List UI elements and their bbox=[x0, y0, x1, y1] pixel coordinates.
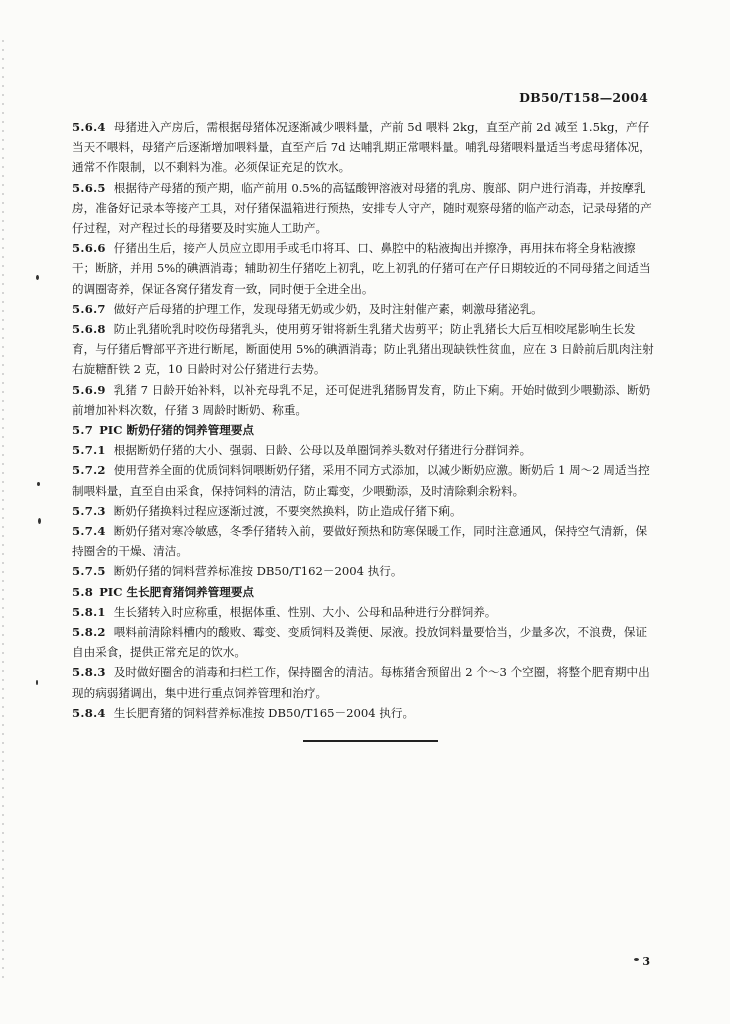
clause-text: 及时做好圈舍的消毒和扫栏工作，保持圈舍的清洁。每栋猪舍预留出 2 个～3 个空圈，将整个肥育期中出现的病弱猪调出，集中进行重点饲养管理和治疗。 bbox=[72, 665, 650, 700]
clause-text: 断奶仔猪对寒冷敏感，冬季仔猪转入前，要做好预热和防寒保暖工作，同时注意通风，保持空气清新，保持圈舍的干燥、清洁。 bbox=[72, 524, 648, 559]
document-body bbox=[72, 117, 656, 723]
paragraph-5-6-6 bbox=[72, 238, 656, 299]
clause-text: 做好产后母猪的护理工作，发现母猪无奶或少奶，及时注射催产素，刺激母猪泌乳。 bbox=[113, 301, 543, 316]
clause-number: 5.8.3 bbox=[72, 665, 106, 680]
paragraph-5-8-3 bbox=[72, 662, 656, 702]
paragraph-5-7-5 bbox=[72, 561, 656, 581]
clause-number: 5.7.4 bbox=[72, 524, 106, 539]
scan-speck bbox=[37, 482, 40, 486]
clause-text: 断奶仔猪的饲料营养标准按 DB50/T162－2004 执行。 bbox=[113, 564, 403, 579]
page-number: 3 bbox=[642, 955, 650, 968]
paragraph-5-7-3 bbox=[72, 501, 656, 521]
clause-text: 仔猪出生后，接产人员应立即用手或毛巾将耳、口、鼻腔中的粘液掏出并擦净，再用抹布将全身粘液擦干；断脐，并用 5%的碘酒消毒；辅助初生仔猪吃上初乳，吃上初乳的仔猪可在产仔日期较近的不同母猪之间适当的调圈寄养，保证各窝仔猪发育一致，同时便于全进全出。 bbox=[72, 241, 651, 296]
scan-speck bbox=[36, 680, 38, 685]
clause-number: 5.6.6 bbox=[72, 241, 106, 256]
paragraph-5-6-7 bbox=[72, 299, 656, 319]
paragraph-5-7-4 bbox=[72, 521, 656, 561]
paragraph-5-8-1 bbox=[72, 602, 656, 622]
scan-edge-noise bbox=[2, 40, 4, 980]
paragraph-5-6-4 bbox=[72, 117, 656, 178]
paragraph-5-6-9 bbox=[72, 380, 656, 420]
clause-text: 防止乳猪吮乳时咬伤母猪乳头，使用剪牙钳将新生乳猪犬齿剪平；防止乳猪长大后互相咬尾影响生长发育，与仔猪后臀部平齐进行断尾，断面使用 5%的碘酒消毒；防止乳猪出现缺铁性贫血，应在 3 日龄前后肌肉注射右旋糖酐铁 2 克，10 日龄时对公仔猪进行去势。 bbox=[72, 322, 654, 377]
clause-number: 5.6.4 bbox=[72, 120, 106, 134]
clause-number: 5.6.9 bbox=[72, 382, 106, 397]
scan-speck bbox=[36, 275, 39, 280]
clause-text: 断奶仔猪换料过程应逐渐过渡，不要突然换料，防止造成仔猪下痢。 bbox=[113, 503, 462, 518]
clause-text: 根据待产母猪的预产期，临产前用 0.5%的高锰酸钾溶液对母猪的乳房、腹部、阴户进行消毒，并按摩乳房，准备好记录本等接产工具，对仔猪保温箱进行预热，安排专人守产，随时观察母猪的临产动态，记录母猪的产仔过程，对产程过长的母猪要及时实施人工助产。 bbox=[72, 180, 652, 236]
clause-number: 5.7.2 bbox=[72, 463, 106, 478]
paragraph-5-8-4 bbox=[72, 703, 656, 723]
paragraph-5-6-5 bbox=[72, 178, 656, 239]
standard-code-header: DB50/T158—2004 bbox=[519, 90, 648, 105]
paragraph-5-7-1 bbox=[72, 440, 656, 460]
clause-number: 5.8.4 bbox=[72, 705, 106, 720]
paragraph-5-7-2 bbox=[72, 460, 656, 500]
clause-text: 使用营养全面的优质饲料饲喂断奶仔猪，采用不同方式添加，以减少断奶应激。断奶后 1 周～2 周适当控制喂料量，直至自由采食，保持饲料的清洁，防止霉变，少喂勤添，及时清除剩余粉料。 bbox=[72, 463, 650, 498]
clause-number: 5.8.1 bbox=[72, 604, 106, 619]
clause-number: 5.7.1 bbox=[72, 443, 106, 458]
clause-text: 根据断奶仔猪的大小、强弱、日龄、公母以及单圈饲养头数对仔猪进行分群饲养。 bbox=[113, 443, 532, 458]
clause-text: 喂料前清除料槽内的酸败、霉变、变质饲料及粪便、尿液。投放饲料量要恰当，少量多次，不浪费，保证自由采食，提供正常充足的饮水。 bbox=[72, 625, 648, 660]
section-heading-5-8 bbox=[72, 582, 656, 602]
paragraph-5-6-8 bbox=[72, 319, 656, 380]
clause-number: 5.6.5 bbox=[72, 180, 106, 195]
clause-text: 乳猪 7 日龄开始补料，以补充母乳不足，还可促进乳猪肠胃发育，防止下痢。开始时做到少喂勤添、断奶前增加补料次数，仔猪 3 周龄时断奶、称重。 bbox=[72, 382, 651, 417]
paragraph-5-8-2 bbox=[72, 622, 656, 662]
clause-text: 生长肥育猪的饲料营养标准按 DB50/T165－2004 执行。 bbox=[113, 705, 415, 720]
clause-text: 生长猪转入时应称重，根据体重、性别、大小、公母和品种进行分群饲养。 bbox=[113, 604, 497, 619]
section-title: PIC 断奶仔猪的饲养管理要点 bbox=[99, 423, 255, 438]
scan-speck bbox=[634, 958, 639, 961]
end-of-document-rule bbox=[303, 740, 438, 742]
section-heading-5-7 bbox=[72, 420, 656, 440]
section-number: 5.7 bbox=[72, 423, 94, 438]
clause-number: 5.7.5 bbox=[72, 564, 106, 579]
clause-number: 5.7.3 bbox=[72, 503, 106, 518]
clause-number: 5.6.7 bbox=[72, 301, 106, 316]
clause-number: 5.8.2 bbox=[72, 625, 106, 640]
section-title: PIC 生长肥育猪饲养管理要点 bbox=[99, 584, 255, 599]
scan-speck bbox=[38, 518, 41, 524]
clause-number: 5.6.8 bbox=[72, 322, 106, 337]
section-number: 5.8 bbox=[72, 584, 94, 599]
clause-text: 母猪进入产房后，需根据母猪体况逐渐减少喂料量，产前 5d 喂料 2kg，直至产前 2d 减至 1.5kg，产仔当天不喂料，母猪产后逐渐增加喂料量，直至产后 7d 达哺乳期正常喂料量。哺乳母猪喂料量适当考虑母猪体况，通常不作限制，以不剩料为准。必须保证充足的饮水。 bbox=[72, 120, 651, 175]
